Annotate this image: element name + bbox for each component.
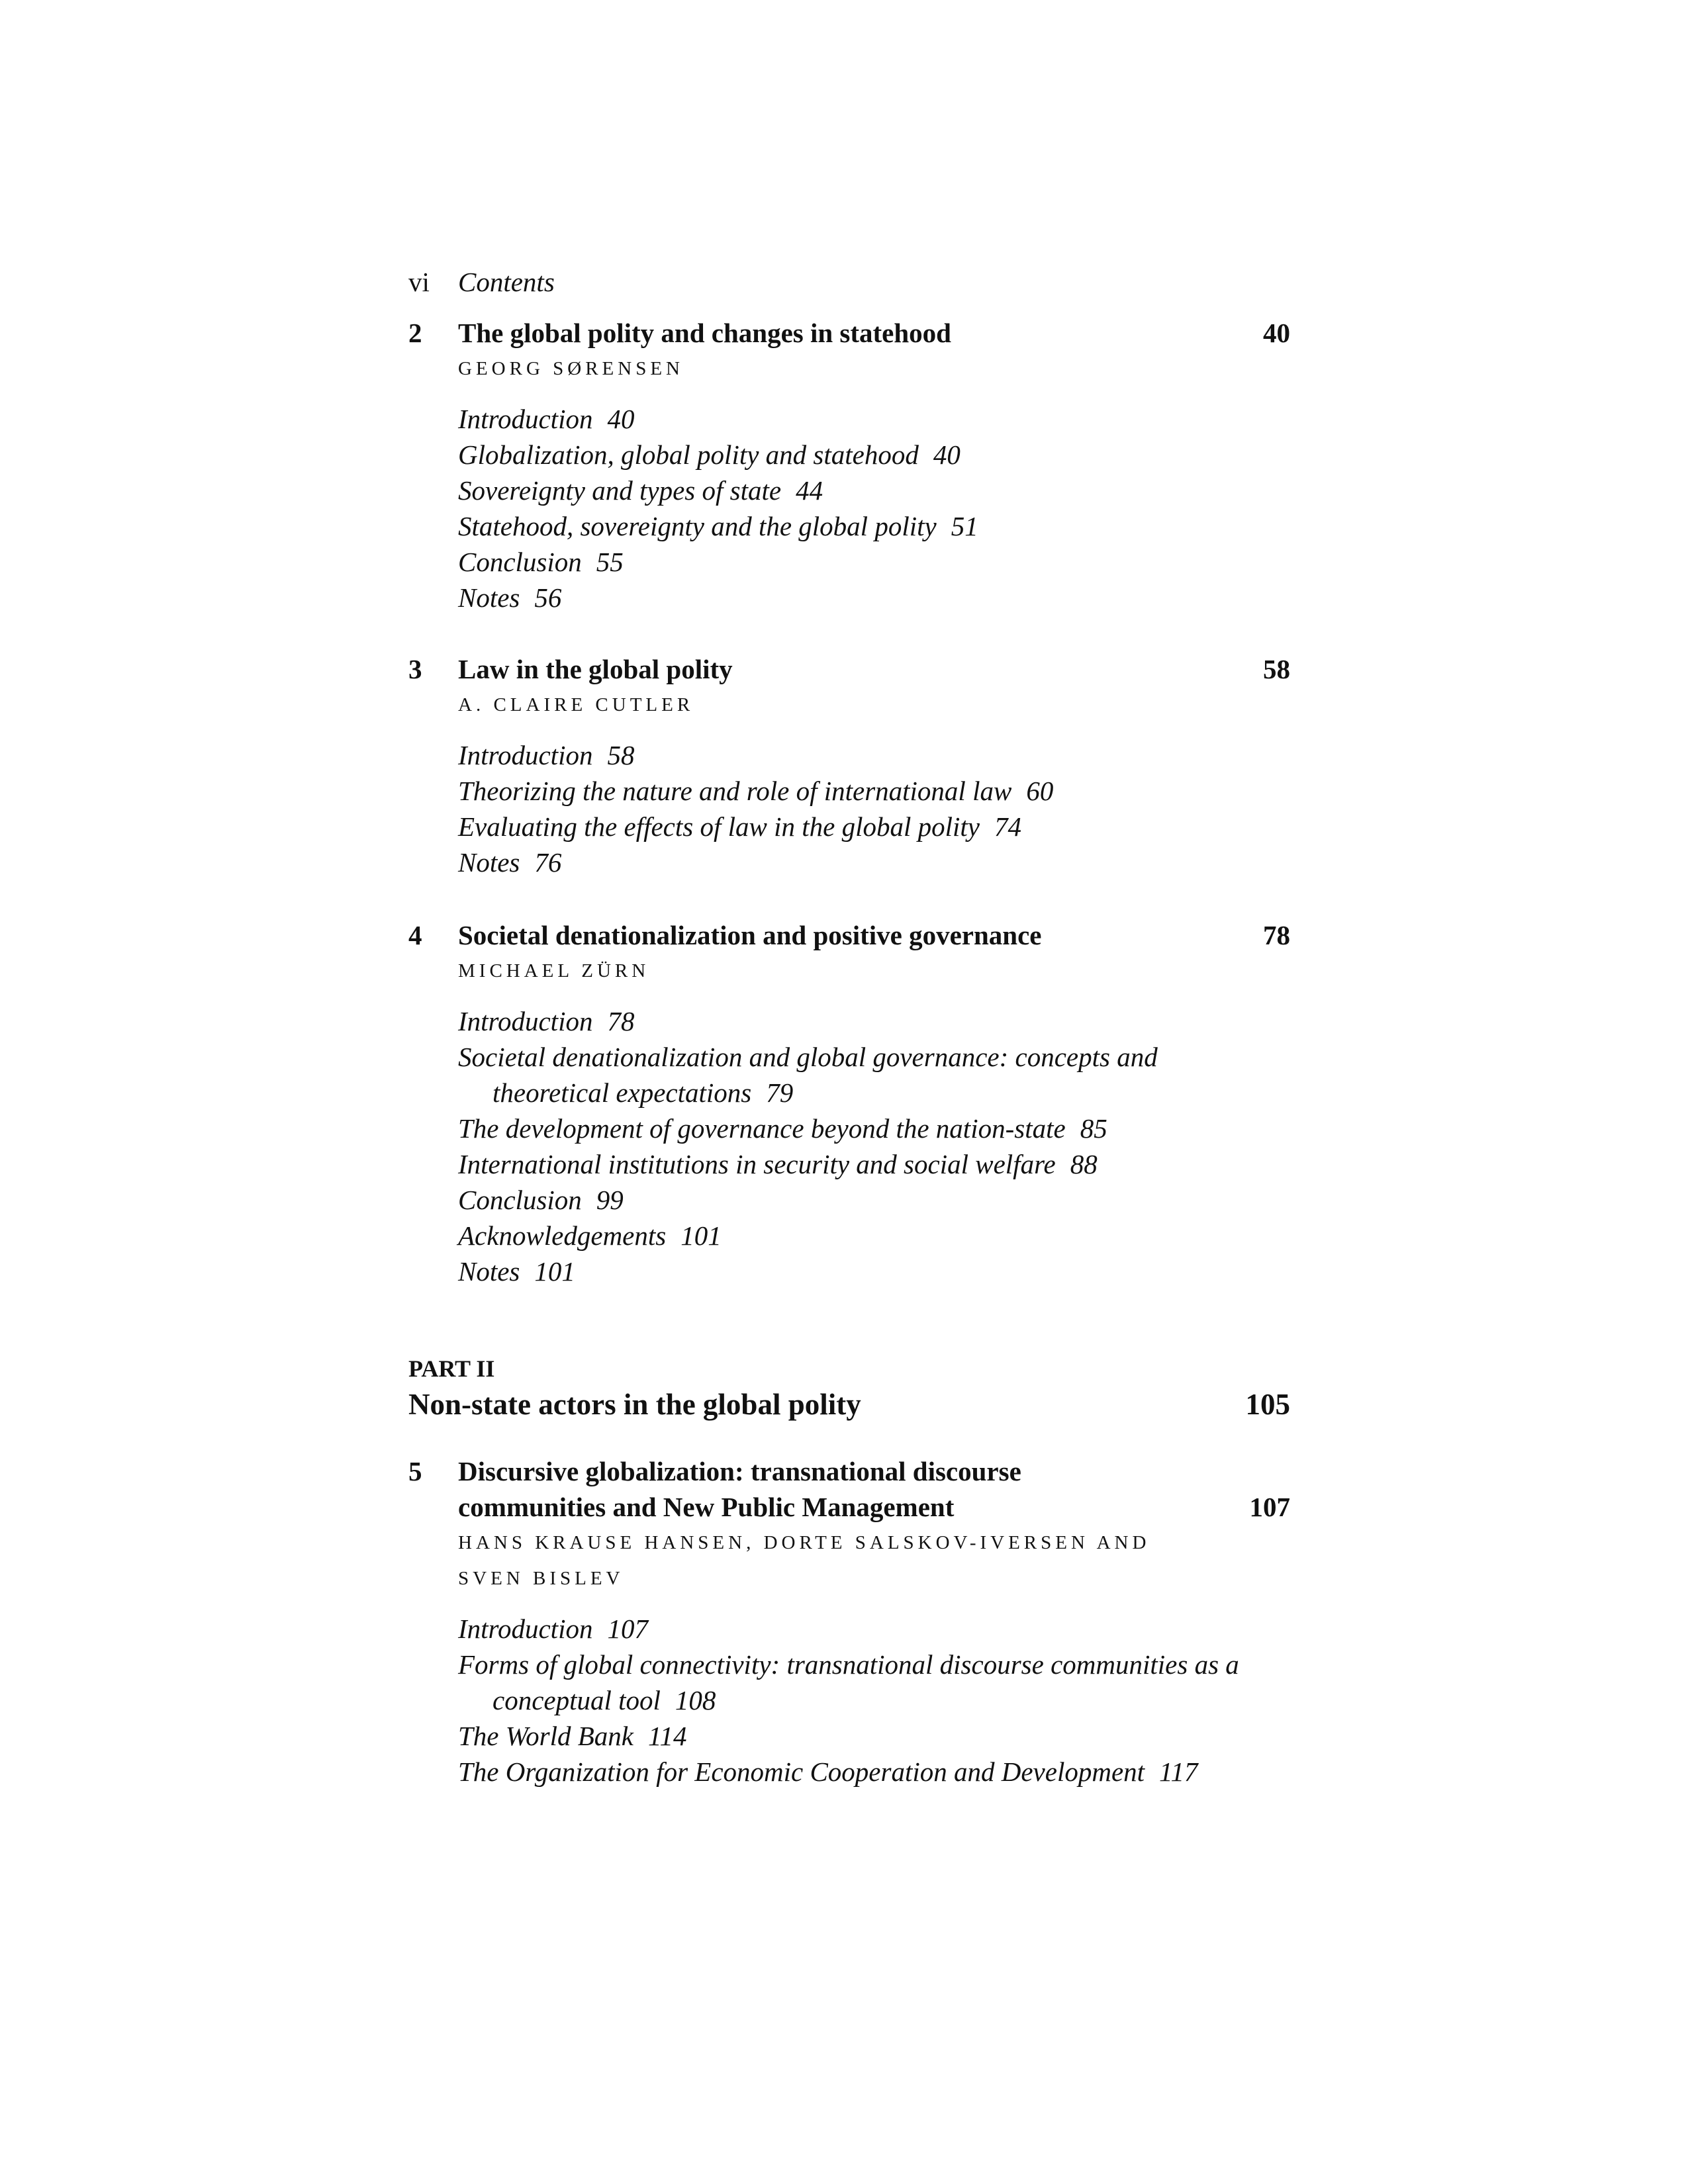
chapter-heading <box>408 1453 1290 1525</box>
section-title: Evaluating the effects of law in the global polity <box>458 811 980 842</box>
chapter-heading <box>408 917 1290 953</box>
section-title: The World Bank <box>458 1721 633 1751</box>
section-entry <box>458 1253 1241 1289</box>
section-entry <box>458 1647 1260 1718</box>
section-entry <box>458 1039 1194 1111</box>
part-heading <box>408 1385 1290 1424</box>
section-entry <box>458 508 1241 544</box>
chapter-number: 3 <box>408 654 422 684</box>
section-title: Conclusion <box>458 1185 582 1215</box>
part-page: 105 <box>1245 1388 1290 1421</box>
chapter-author: MICHAEL ZÜRN <box>458 960 650 981</box>
section-page: 40 <box>607 404 635 434</box>
section-list <box>458 737 1290 880</box>
chapter-title: Law in the global polity <box>458 654 733 684</box>
section-entry <box>458 1718 1241 1754</box>
section-entry <box>458 844 1241 880</box>
section-title: Theorizing the nature and role of international law <box>458 776 1012 806</box>
running-head-title: Contents <box>458 267 555 297</box>
section-title: The development of governance beyond the nation-state <box>458 1113 1066 1144</box>
chapter-number: 4 <box>408 920 422 950</box>
section-page: 114 <box>647 1721 687 1751</box>
section-page: 78 <box>607 1006 635 1036</box>
section-page: 101 <box>534 1256 575 1287</box>
toc-chapter-2 <box>408 315 1290 615</box>
section-title: Globalization, global polity and statehood <box>458 439 919 470</box>
toc-chapter-3 <box>408 651 1290 880</box>
section-title: Acknowledgements <box>458 1220 667 1251</box>
chapter-title: The global polity and changes in statehood <box>458 318 951 348</box>
section-page: 44 <box>796 475 823 506</box>
chapter-page: 40 <box>1263 318 1290 348</box>
chapter-title <box>458 1453 1133 1525</box>
section-title: Introduction <box>458 1614 593 1644</box>
chapter-page: 78 <box>1263 920 1290 950</box>
section-page: 79 <box>766 1077 794 1108</box>
section-page: 58 <box>607 740 635 770</box>
section-title: Introduction <box>458 740 593 770</box>
chapter-page: 107 <box>1249 1492 1290 1522</box>
section-page: 99 <box>596 1185 624 1215</box>
page-folio: vi <box>408 267 430 297</box>
chapter-title-line: Discursive globalization: transnational discourse <box>458 1456 1021 1486</box>
section-entry <box>458 737 1241 773</box>
section-entry <box>458 773 1241 809</box>
section-entry <box>458 1611 1241 1647</box>
chapter-title: Societal denationalization and positive governance <box>458 920 1042 950</box>
section-list <box>458 1003 1290 1289</box>
section-entry <box>458 809 1241 844</box>
section-title: Forms of global connectivity: transnational discourse communities as a conceptual tool <box>458 1649 1239 1715</box>
section-list <box>458 1611 1290 1790</box>
toc-chapter-4 <box>408 917 1290 1289</box>
section-entry <box>458 544 1241 580</box>
section-entry <box>458 1218 1241 1253</box>
section-entry <box>458 1146 1241 1182</box>
section-entry <box>458 437 1241 473</box>
section-title: Notes <box>458 1256 520 1287</box>
part-title: Non-state actors in the global polity <box>408 1388 861 1421</box>
chapter-author: A. CLAIRE CUTLER <box>458 694 694 715</box>
section-page: 88 <box>1070 1149 1098 1179</box>
section-title: International institutions in security and social welfare <box>458 1149 1056 1179</box>
chapter-heading <box>408 651 1290 687</box>
section-page: 74 <box>994 811 1021 842</box>
section-title: Introduction <box>458 404 593 434</box>
section-title: Conclusion <box>458 547 582 577</box>
running-head <box>408 263 555 300</box>
section-title: The Organization for Economic Cooperation and Development <box>458 1756 1145 1787</box>
section-page: 55 <box>596 547 624 577</box>
toc-part-2 <box>408 1353 1290 1424</box>
section-page: 101 <box>680 1220 722 1251</box>
section-title: Introduction <box>458 1006 593 1036</box>
section-page: 51 <box>951 511 978 541</box>
section-page: 107 <box>607 1614 648 1644</box>
section-page: 76 <box>534 847 562 878</box>
section-entry <box>458 473 1241 508</box>
section-title: Societal denationalization and global governance: concepts and theoretical expectations <box>458 1042 1158 1108</box>
chapter-title-line: communities and New Public Management <box>458 1492 955 1522</box>
section-title: Notes <box>458 847 520 878</box>
chapter-number: 5 <box>408 1456 422 1486</box>
section-title: Sovereignty and types of state <box>458 475 782 506</box>
part-label: PART II <box>408 1355 495 1382</box>
section-title: Statehood, sovereignty and the global polity <box>458 511 937 541</box>
section-page: 108 <box>675 1685 716 1715</box>
section-page: 56 <box>534 582 562 613</box>
chapter-author: HANS KRAUSE HANSEN, DORTE SALSKOV-IVERSEN AND SVEN BISLEV <box>458 1532 1150 1589</box>
chapter-page: 58 <box>1263 654 1290 684</box>
section-entry <box>458 1111 1241 1146</box>
section-entry <box>458 1182 1241 1218</box>
chapter-heading <box>408 315 1290 351</box>
section-entry <box>458 1754 1241 1790</box>
section-page: 40 <box>933 439 961 470</box>
section-title: Notes <box>458 582 520 613</box>
section-page: 117 <box>1159 1756 1198 1787</box>
section-entry <box>458 580 1241 615</box>
chapter-author: GEORG SØRENSEN <box>458 358 684 379</box>
chapter-number: 2 <box>408 318 422 348</box>
section-page: 85 <box>1080 1113 1107 1144</box>
toc-chapter-5 <box>408 1453 1290 1790</box>
section-entry <box>458 401 1241 437</box>
section-page: 60 <box>1026 776 1054 806</box>
section-entry <box>458 1003 1241 1039</box>
section-list <box>458 401 1290 615</box>
